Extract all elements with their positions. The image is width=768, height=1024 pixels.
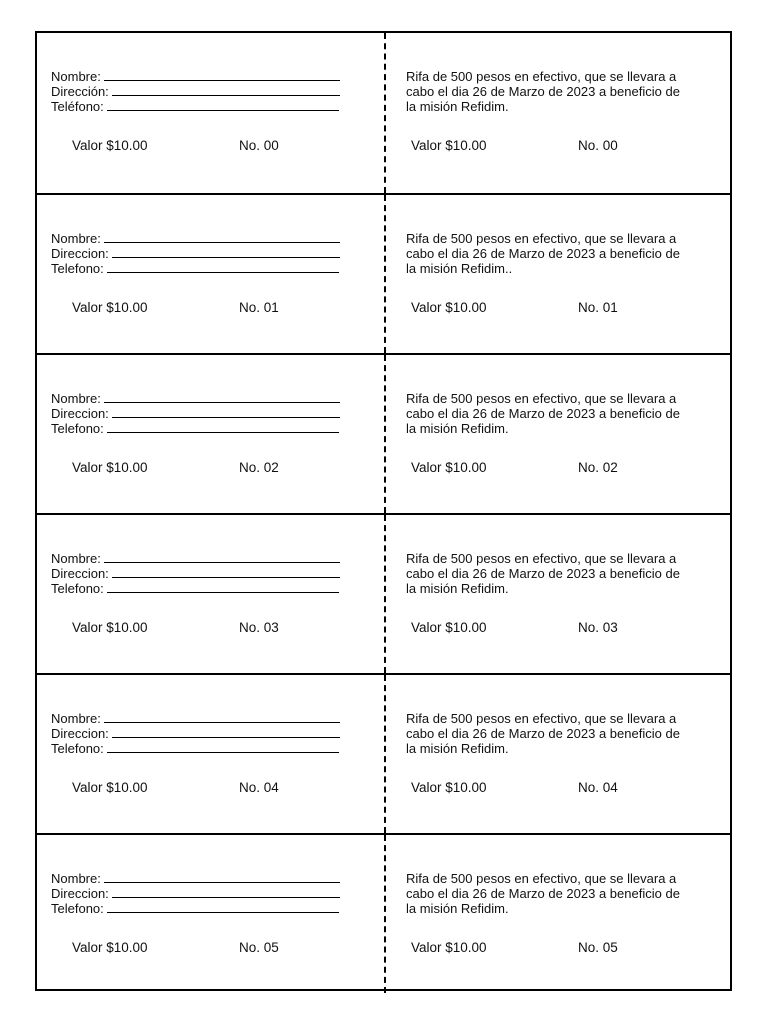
ticket-number: No. 03 xyxy=(578,620,618,635)
ticket-price: Valor $10.00 xyxy=(411,460,487,475)
description-line: cabo el dia 26 de Marzo de 2023 a beneficio de xyxy=(406,246,680,261)
ticket-price: Valor $10.00 xyxy=(411,940,487,955)
stub-fields xyxy=(51,69,340,114)
ticket-number: No. 05 xyxy=(239,940,279,955)
address-blank xyxy=(112,726,340,738)
address-blank xyxy=(112,84,340,96)
raffle-ticket xyxy=(37,513,730,673)
ticket-stub xyxy=(37,355,386,513)
name-field xyxy=(51,69,340,84)
name-blank xyxy=(104,69,340,81)
description-line: Rifa de 500 pesos en efectivo, que se llevara a xyxy=(406,231,677,246)
ticket-price: Valor $10.00 xyxy=(411,780,487,795)
description-line: cabo el dia 26 de Marzo de 2023 a beneficio de xyxy=(406,406,680,421)
ticket-stub xyxy=(37,515,386,673)
raffle-ticket xyxy=(37,673,730,833)
ticket-number: No. 01 xyxy=(578,300,618,315)
phone-label: Telefono: xyxy=(51,581,104,596)
phone-blank xyxy=(107,741,339,753)
stub-fields xyxy=(51,231,340,276)
phone-field xyxy=(51,99,340,114)
name-field xyxy=(51,231,340,246)
address-blank xyxy=(112,246,340,258)
ticket-body xyxy=(386,33,730,193)
phone-field xyxy=(51,421,340,436)
phone-blank xyxy=(107,261,339,273)
phone-field xyxy=(51,901,340,916)
description-line: cabo el dia 26 de Marzo de 2023 a beneficio de xyxy=(406,886,680,901)
ticket-price: Valor $10.00 xyxy=(72,300,148,315)
name-label: Nombre: xyxy=(51,711,101,726)
name-field xyxy=(51,391,340,406)
description-line: la misión Refidim.. xyxy=(406,261,513,276)
description-line: cabo el dia 26 de Marzo de 2023 a beneficio de xyxy=(406,84,680,99)
address-label: Direccion: xyxy=(51,406,109,421)
ticket-body xyxy=(386,195,730,353)
phone-blank xyxy=(107,901,339,913)
ticket-body xyxy=(386,355,730,513)
ticket-price: Valor $10.00 xyxy=(72,460,148,475)
ticket-price: Valor $10.00 xyxy=(72,780,148,795)
raffle-description xyxy=(406,871,736,916)
stub-fields xyxy=(51,551,340,596)
ticket-price: Valor $10.00 xyxy=(72,940,148,955)
raffle-ticket xyxy=(37,33,730,193)
ticket-body xyxy=(386,835,730,993)
raffle-description xyxy=(406,69,736,114)
address-label: Dirección: xyxy=(51,84,109,99)
ticket-body xyxy=(386,675,730,833)
phone-label: Telefono: xyxy=(51,741,104,756)
stub-fields xyxy=(51,871,340,916)
name-blank xyxy=(104,391,340,403)
description-line: cabo el dia 26 de Marzo de 2023 a beneficio de xyxy=(406,566,680,581)
stub-fields xyxy=(51,391,340,436)
address-field xyxy=(51,886,340,901)
ticket-stub xyxy=(37,33,386,193)
raffle-description xyxy=(406,391,736,436)
description-line: Rifa de 500 pesos en efectivo, que se llevara a xyxy=(406,551,677,566)
description-line: Rifa de 500 pesos en efectivo, que se llevara a xyxy=(406,871,677,886)
name-label: Nombre: xyxy=(51,69,101,84)
phone-blank xyxy=(107,99,339,111)
ticket-body xyxy=(386,515,730,673)
phone-label: Telefono: xyxy=(51,421,104,436)
name-label: Nombre: xyxy=(51,551,101,566)
description-line: Rifa de 500 pesos en efectivo, que se llevara a xyxy=(406,69,677,84)
ticket-stub xyxy=(37,835,386,993)
description-line: la misión Refidim. xyxy=(406,741,509,756)
name-blank xyxy=(104,231,340,243)
address-blank xyxy=(112,886,340,898)
address-field xyxy=(51,726,340,741)
address-field xyxy=(51,566,340,581)
description-line: cabo el dia 26 de Marzo de 2023 a beneficio de xyxy=(406,726,680,741)
ticket-number: No. 05 xyxy=(578,940,618,955)
name-label: Nombre: xyxy=(51,871,101,886)
address-field xyxy=(51,84,340,99)
address-label: Direccion: xyxy=(51,246,109,261)
phone-field xyxy=(51,261,340,276)
ticket-price: Valor $10.00 xyxy=(72,138,148,153)
phone-label: Teléfono: xyxy=(51,99,104,114)
phone-blank xyxy=(107,421,339,433)
raffle-ticket xyxy=(37,833,730,993)
ticket-price: Valor $10.00 xyxy=(411,138,487,153)
address-field xyxy=(51,246,340,261)
address-label: Direccion: xyxy=(51,886,109,901)
ticket-stub xyxy=(37,195,386,353)
ticket-number: No. 04 xyxy=(578,780,618,795)
name-blank xyxy=(104,871,340,883)
ticket-number: No. 02 xyxy=(578,460,618,475)
phone-label: Telefono: xyxy=(51,261,104,276)
ticket-number: No. 04 xyxy=(239,780,279,795)
phone-blank xyxy=(107,581,339,593)
ticket-number: No. 02 xyxy=(239,460,279,475)
address-blank xyxy=(112,566,340,578)
ticket-number: No. 00 xyxy=(239,138,279,153)
ticket-price: Valor $10.00 xyxy=(72,620,148,635)
raffle-description xyxy=(406,551,736,596)
ticket-price: Valor $10.00 xyxy=(411,300,487,315)
ticket-number: No. 03 xyxy=(239,620,279,635)
raffle-sheet xyxy=(35,31,732,991)
name-label: Nombre: xyxy=(51,231,101,246)
address-label: Direccion: xyxy=(51,726,109,741)
ticket-price: Valor $10.00 xyxy=(411,620,487,635)
description-line: la misión Refidim. xyxy=(406,901,509,916)
raffle-ticket xyxy=(37,193,730,353)
ticket-stub xyxy=(37,675,386,833)
name-field xyxy=(51,711,340,726)
address-blank xyxy=(112,406,340,418)
name-field xyxy=(51,551,340,566)
raffle-ticket xyxy=(37,353,730,513)
description-line: Rifa de 500 pesos en efectivo, que se llevara a xyxy=(406,711,677,726)
raffle-description xyxy=(406,231,736,276)
address-label: Direccion: xyxy=(51,566,109,581)
name-blank xyxy=(104,711,340,723)
description-line: la misión Refidim. xyxy=(406,581,509,596)
ticket-number: No. 01 xyxy=(239,300,279,315)
ticket-number: No. 00 xyxy=(578,138,618,153)
address-field xyxy=(51,406,340,421)
phone-field xyxy=(51,581,340,596)
description-line: la misión Refidim. xyxy=(406,421,509,436)
stub-fields xyxy=(51,711,340,756)
description-line: Rifa de 500 pesos en efectivo, que se llevara a xyxy=(406,391,677,406)
raffle-description xyxy=(406,711,736,756)
phone-label: Telefono: xyxy=(51,901,104,916)
name-field xyxy=(51,871,340,886)
name-label: Nombre: xyxy=(51,391,101,406)
description-line: la misión Refidim. xyxy=(406,99,509,114)
name-blank xyxy=(104,551,340,563)
phone-field xyxy=(51,741,340,756)
